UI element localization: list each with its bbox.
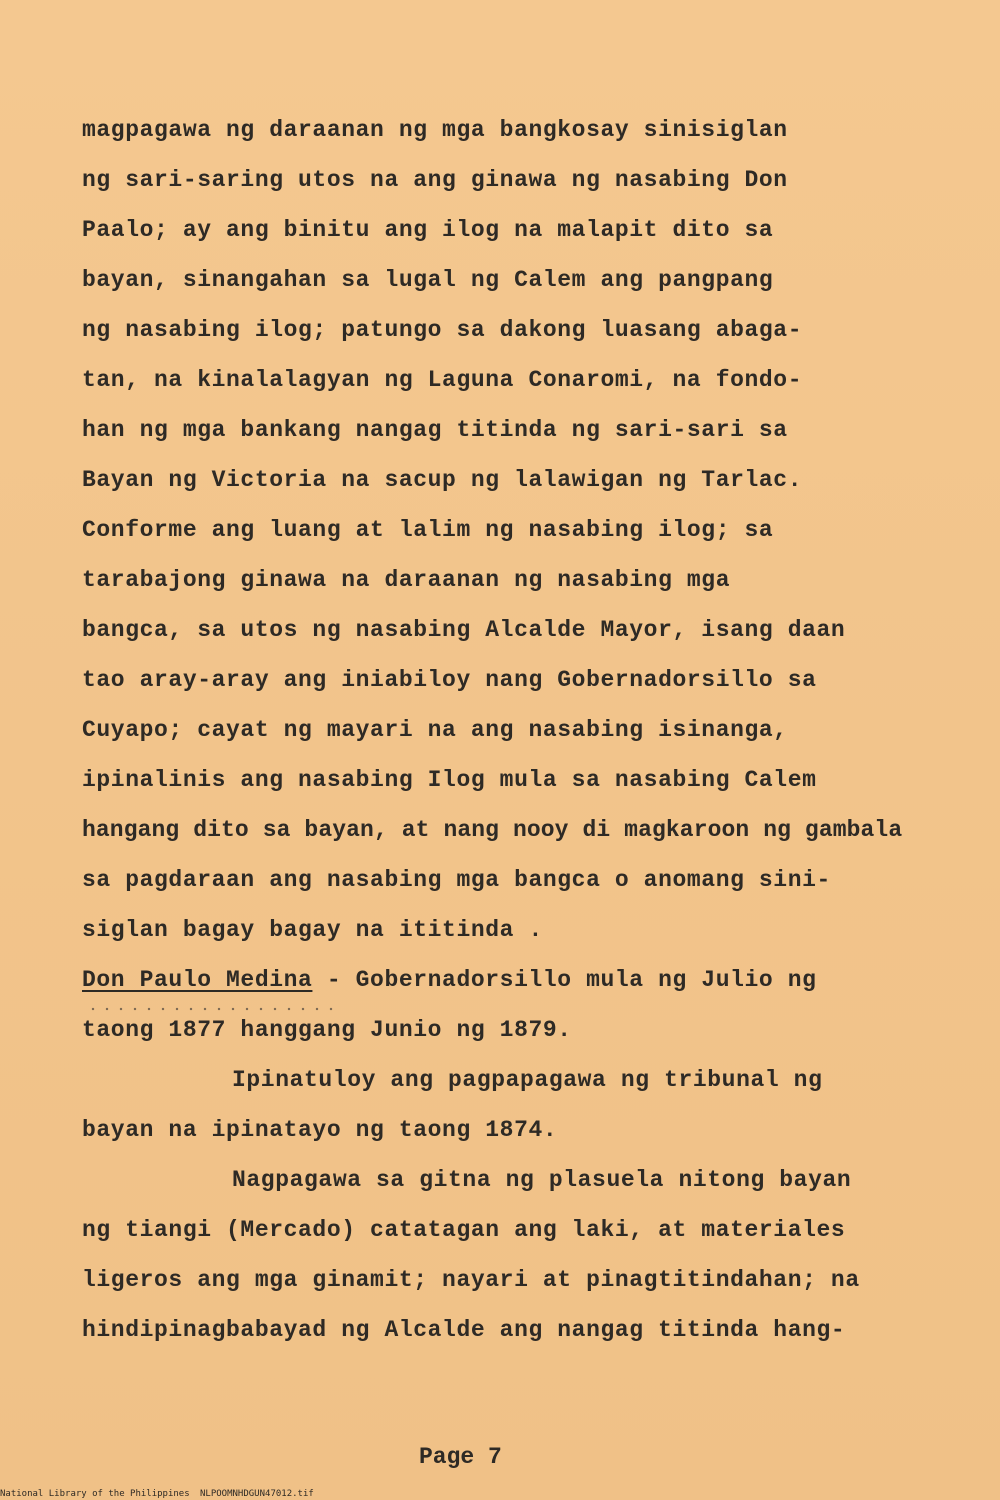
official-name: Don Paulo Medina [82, 967, 313, 993]
paragraph2-first-line: Ipinatuloy ang pagpapagawa ng tribunal ng [232, 1067, 823, 1093]
official-term: taong 1877 hanggang Junio ng 1879. [82, 1017, 572, 1043]
text-line-1: magpagawa ng daraanan ng mga bangkosay sinisiglan [82, 117, 788, 143]
paragraph3-line-3: ligeros ang mga ginamit; nayari at pinagtitindahan; na [82, 1267, 860, 1293]
text-line-9: Conforme ang luang at lalim ng nasabing ilog; sa [82, 517, 774, 543]
paragraph2-second-line: bayan na ipinatayo ng taong 1874. [82, 1117, 558, 1143]
text-line-4: bayan, sinangahan sa lugal ng Calem ang pangpang [82, 267, 774, 293]
dotted-mark [86, 1006, 336, 1012]
official-heading [82, 966, 817, 994]
paragraph3-line-4: hindipinagbabayad ng Alcalde ang nangag titinda hang- [82, 1317, 846, 1343]
footer-library: National Library of the Philippines [0, 1489, 190, 1499]
official-title: - Gobernadorsillo mula ng Julio ng [312, 967, 817, 993]
paragraph3-line-2: ng tiangi (Mercado) catatagan ang laki, at materiales [82, 1217, 846, 1243]
text-line-13: Cuyapo; cayat ng mayari na ang nasabing isinanga, [82, 717, 788, 743]
page-number: Page 7 [419, 1444, 502, 1470]
text-line-14: ipinalinis ang nasabing Ilog mula sa nasabing Calem [82, 767, 817, 793]
text-line-3: Paalo; ay ang binitu ang ilog na malapit dito sa [82, 217, 774, 243]
text-line-10: tarabajong ginawa na daraanan ng nasabing mga [82, 567, 731, 593]
text-line-5: ng nasabing ilog; patungo sa dakong luasang abaga- [82, 317, 803, 343]
text-line-11: bangca, sa utos ng nasabing Alcalde Mayor, isang daan [82, 617, 846, 643]
text-line-8: Bayan ng Victoria na sacup ng lalawigan ng Tarlac. [82, 467, 803, 493]
text-line-6: tan, na kinalalagyan ng Laguna Conaromi, na fondo- [82, 367, 803, 393]
text-line-2: ng sari-saring utos na ang ginawa ng nasabing Don [82, 167, 788, 193]
text-line-7: han ng mga bankang nangag titinda ng sari-sari sa [82, 417, 788, 443]
text-line-16: sa pagdaraan ang nasabing mga bangca o anomang sini- [82, 867, 831, 893]
footer-filename: NLPOOMNHDGUN47012.tif [200, 1489, 314, 1499]
text-line-12: tao aray-aray ang iniabiloy nang Gobernadorsillo sa [82, 667, 817, 693]
text-line-17: siglan bagay bagay na ititinda . [82, 917, 543, 943]
paragraph3-first-line: Nagpagawa sa gitna ng plasuela nitong bayan [232, 1167, 852, 1193]
text-line-15: hangang dito sa bayan, at nang nooy di magkaroon ng gambala [82, 817, 903, 843]
